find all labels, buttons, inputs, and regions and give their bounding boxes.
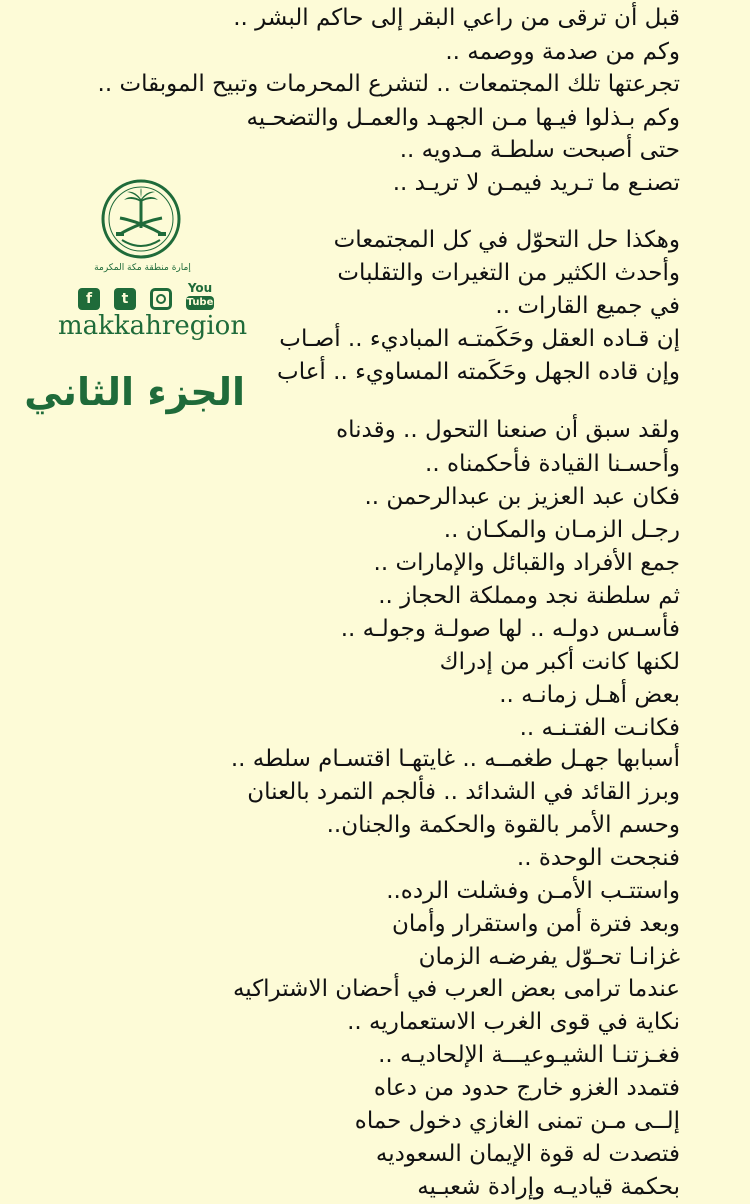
poem-line: وأحدث الكثير من التغيرات والتقلبات <box>337 260 680 286</box>
poem-line: قبل أن ترقى من راعي البقر إلى حاكم البشر .. <box>233 5 680 31</box>
poem-line: فأسـس دولـه .. لها صولـة وجولـه .. <box>340 616 680 642</box>
poem-line: وهكذا حل التحوّل في كل المجتمعات <box>333 227 680 253</box>
poem-line: أسبابها جهـل طغمــه .. غايتهـا اقتسـام سلطه .. <box>230 746 680 772</box>
poem-line: عندما ترامى بعض العرب في أحضان الاشتراكيه <box>232 976 680 1002</box>
youtube-label-top: You <box>187 281 213 295</box>
poem-line: غزانـا تحـوّل يفرضـه الزمان <box>418 944 680 970</box>
branding-block <box>24 178 248 433</box>
poem-line: فنجحت الوحدة .. <box>516 845 680 871</box>
poem-line: لكنها كانت أكبر من إدراك <box>439 649 680 675</box>
emirate-name-label: إمارة منطقة مكة المكرمة <box>94 263 191 273</box>
poem-line: ولقد سبق أن صنعنا التحول .. وقدناه <box>336 417 680 443</box>
poem-line: وكم بـذلوا فيـها مـن الجهـد والعمـل والتضحـيه <box>246 105 680 131</box>
poem-line: إلــى مـن تمنى الغازي دخول حماه <box>354 1108 680 1134</box>
poem-line: وكم من صدمة ووصمه .. <box>445 39 680 65</box>
poem-line: وحسم الأمر بالقوة والحكمة والجنان.. <box>326 812 680 838</box>
poem-line: جمع الأفراد والقبائل والإمارات .. <box>373 550 680 576</box>
youtube-icon[interactable] <box>186 282 214 312</box>
poem-line: تجرعتها تلك المجتمعات .. لتشرع المحرمات وتبيح الموبقات .. <box>97 71 680 97</box>
poem-line: حتى أصبحت سلطـة مـدويه .. <box>399 137 680 163</box>
social-handle: makkahregion <box>58 311 248 341</box>
poem-line: وبعد فترة أمن واستقرار وأمان <box>391 911 680 937</box>
poem-line: فغـزتنـا الشيـوعيـــة الإلحاديـه .. <box>378 1042 680 1068</box>
poem-line: في جميع القارات .. <box>495 293 680 319</box>
poem-line: وأحسـنا القيادة فأحكمناه .. <box>425 451 680 477</box>
poem-line: رجـل الزمـان والمكـان .. <box>443 517 680 543</box>
poem-line: نكاية في قوى الغرب الاستعماريه .. <box>347 1009 680 1035</box>
poem-line: تصنـع ما تـريد فيمـن لا تريـد .. <box>392 170 680 196</box>
poem-line: فكان عبد العزيز بن عبدالرحمن .. <box>364 484 680 510</box>
poem-line: بعض أهـل زمانـه .. <box>499 682 680 708</box>
poem-line: بحكمة قياديـه وإرادة شعبـيه <box>417 1174 680 1200</box>
poem-line: ثم سلطنة نجد ومملكة الحجاز .. <box>378 583 680 609</box>
poem-line: واستتـب الأمـن وفشلت الرده.. <box>386 878 680 904</box>
facebook-icon[interactable]: f <box>78 288 100 310</box>
poem-line: فكانـت الفتـنـه .. <box>519 715 680 741</box>
part-title: الجزء الثاني <box>24 370 245 414</box>
poem-line: وبرز القائد في الشدائد .. فألجم التمرد بالعنان <box>247 779 680 805</box>
poem-line: فتصدت له قوة الإيمان السعوديه <box>375 1141 680 1167</box>
instagram-icon[interactable] <box>150 288 172 310</box>
poem-line: وإن قاده الجهل وحَكَمته المساويء .. أعاب <box>277 359 680 385</box>
poem-line: فتمدد الغزو خارج حدود من دعاه <box>373 1075 680 1101</box>
twitter-icon[interactable]: t <box>114 288 136 310</box>
youtube-label-box: Tube <box>186 297 214 308</box>
poem-line: إن قـاده العقل وحَكَمتـه المباديء .. أصـاب <box>279 326 680 352</box>
emirate-emblem-icon <box>100 178 182 260</box>
